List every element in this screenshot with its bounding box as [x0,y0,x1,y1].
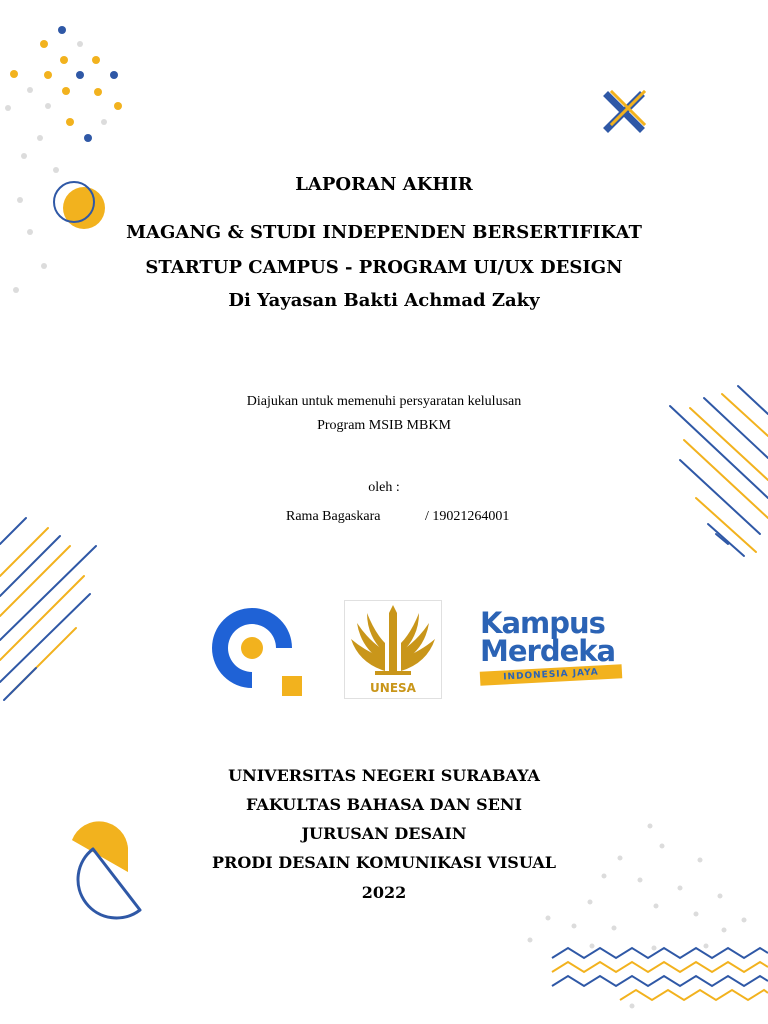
year: 2022 [361,883,407,902]
kampus-merdeka-tagline: INDONESIA JAYA [480,664,623,685]
unesa-label: UNESA [370,681,416,695]
kampus-merdeka-line2: Merdeka [480,634,616,668]
program-title-line2: STARTUP CAMPUS - PROGRAM UI/UX DESIGN [145,257,623,278]
startup-campus-logo [198,598,306,700]
program-title-line1: MAGANG & STUDI INDEPENDEN BERSERTIFIKAT [126,222,642,243]
unesa-logo [344,600,442,699]
study-program-name: PRODI DESAIN KOMUNIKASI VISUAL [212,853,556,872]
faculty-name: FAKULTAS BAHASA DAN SENI [246,795,522,814]
purpose-line2: Program MSIB MBKM [317,418,451,433]
dot-grid-top-left [5,26,122,293]
report-title: LAPORAN AKHIR [295,174,473,195]
purpose-line1: Diajukan untuk memenuhi persyaratan kelulusan [246,394,522,409]
author-id: / 19021264001 [425,509,510,524]
unesa-emblem [345,601,441,681]
university-name: UNIVERSITAS NEGERI SURABAYA [228,766,540,785]
program-title-line3: Di Yayasan Bakti Achmad Zaky [228,290,540,311]
department-name: JURUSAN DESAIN [301,824,467,843]
diagonal-lines-right [670,386,768,556]
zigzag-ornament [552,948,768,1000]
x-ornament [608,92,644,128]
kampus-merdeka-line1: Kampus [480,606,605,640]
kampus-merdeka-logo [478,606,628,688]
author-name: Rama Bagaskara [286,509,381,524]
diagonal-lines-left [0,518,96,700]
by-label: oleh : [368,480,400,495]
